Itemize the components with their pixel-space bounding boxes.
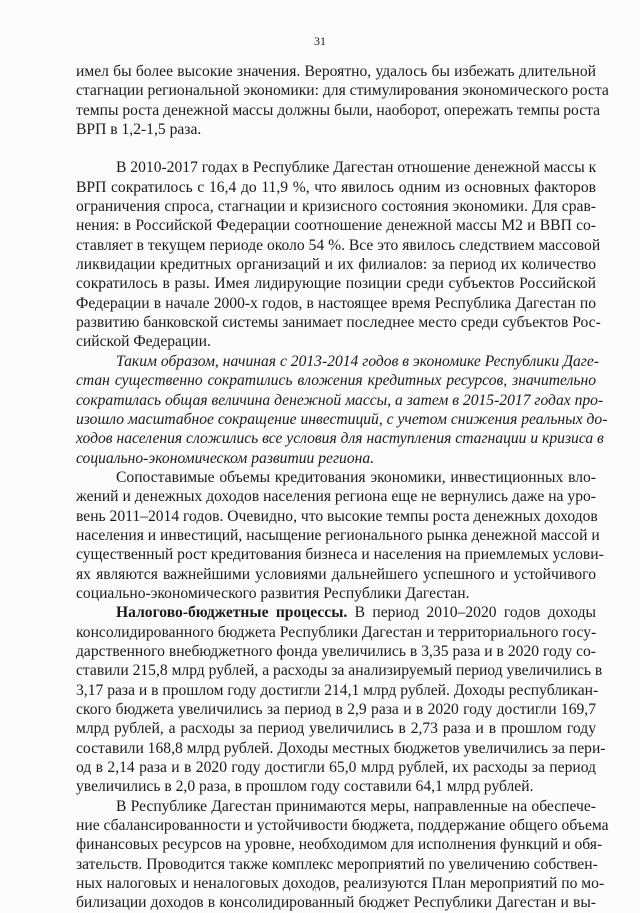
text-line: ВРП в 1,2-1,5 раза.: [76, 121, 202, 139]
paragraph-3-italic: [76, 352, 608, 468]
text-line: Таким образом, начиная с 2013-2014 годов в экономике Республики Даге-: [116, 352, 599, 370]
text-line: В Республике Дагестан принимаются меры, направленные на обеспече-: [116, 797, 596, 815]
text-fragment: В период 2010–2020 годов доходы: [347, 604, 596, 622]
text-line: ского бюджета увеличились за период в 2,9 раза и в 2020 году достигли 169,7: [76, 701, 596, 718]
text-line: ограничения спроса, стагнации и кризисного состояния экономики. Для срав-: [76, 198, 596, 216]
text-line: развитию банковской системы занимает последнее место среди субъектов Рос-: [76, 314, 601, 332]
document-body: [76, 62, 609, 913]
text-line: существенный рост кредитования бизнеса и населения на приемлемых услови-: [76, 546, 604, 564]
text-line: од в 2,14 раза и в 2020 году достигли 65,0 млрд рублей, их расходы за период: [76, 759, 596, 777]
text-line: социально-экономическом развитии региона.: [76, 449, 375, 467]
text-line: стагнации региональной экономики: для стимулирования экономического роста: [76, 82, 609, 100]
text-line: изошло масштабное сокращение инвестиций, с учетом снижения реальных до-: [76, 410, 608, 428]
page-number: 31: [314, 34, 326, 48]
text-line: темпы роста денежной массы должны были, наоборот, опережать темпы роста: [76, 101, 601, 119]
text-line: жений и денежных доходов населения региона еще не вернулись даже на уро-: [76, 488, 596, 506]
text-line: консолидированного бюджета Республики Дагестан и территориального госу-: [76, 623, 597, 641]
text-line: ных налоговых и неналоговых доходов, реализуются План мероприятий по мо-: [76, 875, 605, 893]
text-line: билизации доходов в консолидированный бюджет Республики Дагестан и вы-: [76, 894, 596, 912]
paragraph-1: [76, 62, 609, 139]
text-line: 3,17 раза и в прошлом году достигли 214,1 млрд рублей. Доходы республикан-: [76, 681, 599, 699]
text-line: увеличились в 2,0 раза, в прошлом году составили 64,1 млрд рублей.: [76, 778, 534, 796]
text-line: сократилась общая величина денежной массы, а затем в 2015-2017 годах про-: [76, 391, 604, 409]
text-line: ставили 215,8 млрд рублей, а расходы за анализируемый период увеличились в: [76, 662, 603, 680]
text-line: сийской Федерации.: [76, 333, 211, 351]
paragraph-2: [76, 158, 601, 351]
paragraph-gap: [76, 139, 596, 158]
text-line: дарственного внебюджетного фонда увеличились в 3,35 раза и в 2020 году со-: [76, 642, 596, 660]
text-line: ликвидации кредитных организаций и их филиалов: за период их количество: [76, 256, 596, 274]
paragraph-6: [76, 797, 609, 913]
text-line: млрд рублей, а расходы за период увеличились в 2,73 раза и в прошлом году: [76, 720, 596, 738]
text-line: В 2010-2017 годах в Республике Дагестан отношение денежной массы к: [116, 159, 597, 177]
text-line: зательств. Проводится также комплекс мероприятий по увеличению собствен-: [76, 855, 598, 873]
text-line: составили 168,8 млрд рублей. Доходы местных бюджетов увеличились за пери-: [76, 739, 606, 757]
text-line: сократилось в разы. Имея лидирующие позиции среди субъектов Российской: [76, 275, 596, 293]
text-line: ВРП сократилось с 16,4 до 11,9 %, что явилось одним из основных факторов: [76, 178, 596, 196]
text-line: стан существенно сократились вложения кредитных ресурсов, значительно: [76, 372, 596, 390]
text-line-with-heading: [76, 603, 596, 622]
text-line: вень 2011–2014 годов. Очевидно, что высокие темпы роста денежных доходов: [76, 507, 598, 525]
text-line: ние сбалансированности и устойчивости бюджета, поддержание общего объема: [76, 817, 609, 835]
paragraph-4: [76, 468, 604, 603]
text-line: имел бы более высокие значения. Вероятно, удалось бы избежать длительной: [76, 63, 596, 80]
paragraph-5: [76, 603, 606, 796]
scan-edge-mark: [315, 884, 324, 892]
text-line: Федерации в начале 2000-х годов, в настоящее время Республика Дагестан по: [76, 294, 596, 312]
text-line: Сопоставимые объемы кредитования экономики, инвестиционных вло-: [116, 468, 596, 486]
text-line: ях являются важнейшими условиями дальнейшего успешного и устойчивого: [76, 565, 596, 583]
text-line: финансовых ресурсов на уровне, необходимом для исполнения функций и обя-: [76, 836, 603, 854]
text-line: ставляет в текущем периоде около 54 %. Все это явилось следствием массовой: [76, 236, 601, 254]
section-heading: Налогово-бюджетные процессы.: [116, 604, 348, 622]
text-line: нения: в Российской Федерации соотношение денежной массы М2 и ВВП со-: [76, 217, 596, 235]
text-line: ходов населения сложились все условия для наступления стагнации и кризиса в: [76, 430, 604, 448]
text-line: социально-экономического развития Республики Дагестан.: [76, 584, 470, 602]
text-line: населения и инвестиций, насыщение регионального рынка денежной массой и: [76, 526, 600, 544]
